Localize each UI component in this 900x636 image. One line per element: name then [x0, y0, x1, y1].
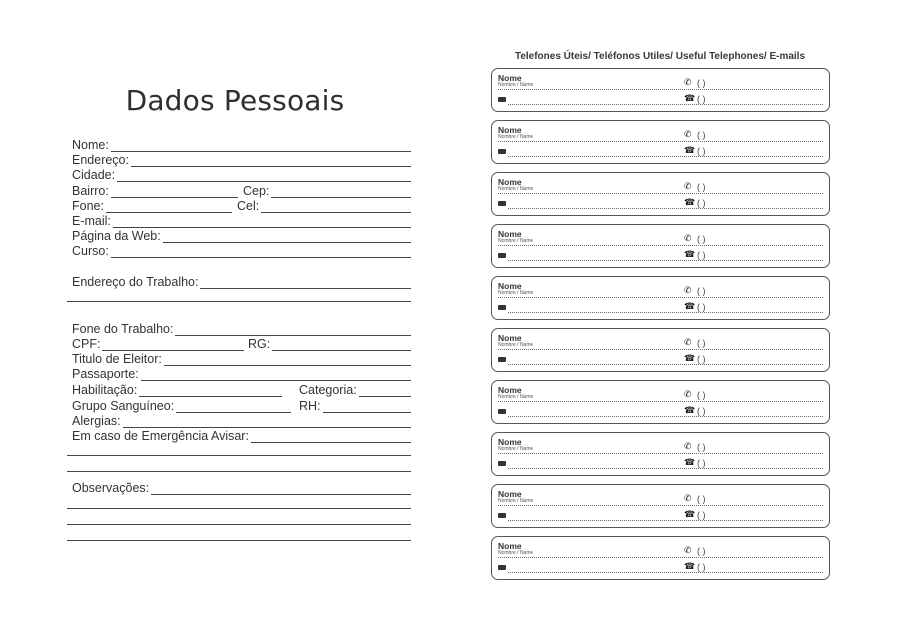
categoria-label: Categoria:: [299, 383, 357, 397]
bairro-label: Bairro:: [72, 184, 109, 198]
cpf-label: CPF:: [72, 337, 101, 351]
card-mobile-paren: ( ): [697, 494, 706, 504]
telephone-icon: ☎: [684, 145, 696, 155]
mobile-phone-icon: ✆: [684, 233, 692, 243]
contact-card: [491, 68, 830, 112]
telephone-icon: ☎: [684, 93, 696, 103]
blank-line: [67, 508, 411, 509]
mobile-phone-icon: ✆: [684, 337, 692, 347]
card-phone-paren: ( ): [697, 458, 706, 468]
card-email-line: [508, 156, 823, 157]
emergencia-label: Em caso de Emergência Avisar:: [72, 429, 249, 443]
cidade-row: [72, 168, 411, 182]
card-phone-paren: ( ): [697, 354, 706, 364]
card-name-line: [498, 141, 823, 142]
fone-cel-row: [72, 199, 411, 213]
card-name-sublabel: Nombre / Name: [498, 446, 534, 452]
card-name-label: Nome: [498, 229, 522, 239]
telephone-icon: ☎: [684, 197, 696, 207]
blank-line: [67, 540, 411, 541]
card-phone-paren: ( ): [697, 510, 706, 520]
card-name-line: [498, 193, 823, 194]
card-name-label: Nome: [498, 333, 522, 343]
card-name-label: Nome: [498, 177, 522, 187]
rh-label: RH:: [299, 399, 321, 413]
blank-line: [67, 471, 411, 472]
habilitacao-label: Habilitação:: [72, 383, 138, 397]
card-name-line: [498, 505, 823, 506]
alergias-row: [72, 414, 411, 428]
card-name-sublabel: Nombre / Name: [498, 550, 534, 556]
telephone-icon: ☎: [684, 405, 696, 415]
envelope-icon: [498, 357, 506, 362]
envelope-icon: [498, 305, 506, 310]
endereco-trabalho-row: [72, 275, 411, 289]
telephone-icon: ☎: [684, 301, 696, 311]
fone-trabalho-row: [72, 322, 411, 336]
email-label: E-mail:: [72, 214, 111, 228]
card-name-line: [498, 401, 823, 402]
telephone-icon: ☎: [684, 457, 696, 467]
habilitacao-categoria-row: [72, 383, 411, 397]
mobile-phone-icon: ✆: [684, 181, 692, 191]
card-name-sublabel: Nombre / Name: [498, 238, 534, 244]
card-name-sublabel: Nombre / Name: [498, 186, 534, 192]
card-phone-paren: ( ): [697, 250, 706, 260]
nome-label: Nome:: [72, 138, 109, 152]
telephone-icon: ☎: [684, 249, 696, 259]
pagina-label: Página da Web:: [72, 229, 161, 243]
curso-label: Curso:: [72, 244, 109, 258]
card-name-sublabel: Nombre / Name: [498, 134, 534, 140]
card-name-sublabel: Nombre / Name: [498, 342, 534, 348]
observacoes-label: Observações:: [72, 481, 150, 495]
mobile-phone-icon: ✆: [684, 493, 692, 503]
card-email-line: [508, 416, 823, 417]
curso-row: [72, 244, 411, 258]
mobile-phone-icon: ✆: [684, 77, 692, 87]
endereco-row: [72, 153, 411, 167]
endereco-label: Endereço:: [72, 153, 129, 167]
pagina-row: [72, 229, 411, 243]
card-mobile-paren: ( ): [697, 78, 706, 88]
envelope-icon: [498, 253, 506, 258]
contact-card: [491, 536, 830, 580]
telephones-title: Telefones Úteis/ Teléfonos Utiles/ Useful Telephones/ E-mails: [514, 51, 806, 62]
mobile-phone-icon: ✆: [684, 441, 692, 451]
fone-label: Fone:: [72, 199, 104, 213]
card-email-line: [508, 208, 823, 209]
endereco-trabalho-label: Endereço do Trabalho:: [72, 275, 199, 289]
mobile-phone-icon: ✆: [684, 545, 692, 555]
nome-row: [72, 138, 411, 152]
card-mobile-paren: ( ): [697, 234, 706, 244]
cep-label: Cep:: [243, 184, 270, 198]
envelope-icon: [498, 513, 506, 518]
card-mobile-paren: ( ): [697, 182, 706, 192]
envelope-icon: [498, 409, 506, 414]
telephone-icon: ☎: [684, 353, 696, 363]
card-name-line: [498, 557, 823, 558]
card-name-line: [498, 297, 823, 298]
blank-line: [67, 455, 411, 456]
cpf-rg-row: [72, 337, 411, 351]
card-email-line: [508, 572, 823, 573]
contact-card: [491, 276, 830, 320]
card-mobile-paren: ( ): [697, 390, 706, 400]
card-mobile-paren: ( ): [697, 130, 706, 140]
card-email-line: [508, 520, 823, 521]
envelope-icon: [498, 201, 506, 206]
blank-line: [67, 301, 411, 302]
card-name-label: Nome: [498, 73, 522, 83]
card-name-sublabel: Nombre / Name: [498, 498, 534, 504]
mobile-phone-icon: ✆: [684, 389, 692, 399]
envelope-icon: [498, 149, 506, 154]
cel-label: Cel:: [237, 199, 260, 213]
page-title: Dados Pessoais: [125, 84, 345, 117]
contact-card: [491, 380, 830, 424]
card-mobile-paren: ( ): [697, 286, 706, 296]
contact-card: [491, 120, 830, 164]
envelope-icon: [498, 461, 506, 466]
card-phone-paren: ( ): [697, 198, 706, 208]
email-row: [72, 214, 411, 228]
contact-card: [491, 484, 830, 528]
titulo-eleitor-label: Titulo de Eleitor:: [72, 352, 162, 366]
card-email-line: [508, 468, 823, 469]
card-mobile-paren: ( ): [697, 546, 706, 556]
mobile-phone-icon: ✆: [684, 129, 692, 139]
telephone-icon: ☎: [684, 509, 696, 519]
titulo-eleitor-row: [72, 352, 411, 366]
contact-card: [491, 224, 830, 268]
card-email-line: [508, 260, 823, 261]
contact-card: [491, 432, 830, 476]
emergencia-row: [72, 429, 411, 443]
card-name-label: Nome: [498, 541, 522, 551]
card-name-line: [498, 89, 823, 90]
cidade-label: Cidade:: [72, 168, 116, 182]
telephone-icon: ☎: [684, 561, 696, 571]
card-name-line: [498, 349, 823, 350]
alergias-label: Alergias:: [72, 414, 121, 428]
card-phone-paren: ( ): [697, 302, 706, 312]
card-name-sublabel: Nombre / Name: [498, 290, 534, 296]
rg-label: RG:: [248, 337, 271, 351]
card-phone-paren: ( ): [697, 562, 706, 572]
envelope-icon: [498, 97, 506, 102]
bairro-cep-row: [72, 184, 411, 198]
card-mobile-paren: ( ): [697, 442, 706, 452]
grupo-sanguineo-label: Grupo Sanguíneo:: [72, 399, 175, 413]
mobile-phone-icon: ✆: [684, 285, 692, 295]
grupo-sanguineo-rh-row: [72, 399, 411, 413]
card-name-label: Nome: [498, 281, 522, 291]
card-phone-paren: ( ): [697, 94, 706, 104]
fone-trabalho-label: Fone do Trabalho:: [72, 322, 174, 336]
card-name-sublabel: Nombre / Name: [498, 394, 534, 400]
envelope-icon: [498, 565, 506, 570]
passaporte-row: [72, 367, 411, 381]
card-name-line: [498, 453, 823, 454]
card-email-line: [508, 364, 823, 365]
card-name-label: Nome: [498, 437, 522, 447]
card-mobile-paren: ( ): [697, 338, 706, 348]
card-name-label: Nome: [498, 489, 522, 499]
card-email-line: [508, 104, 823, 105]
card-name-label: Nome: [498, 385, 522, 395]
contact-card: [491, 328, 830, 372]
card-phone-paren: ( ): [697, 146, 706, 156]
card-name-label: Nome: [498, 125, 522, 135]
contact-card: [491, 172, 830, 216]
observacoes-row: [72, 481, 411, 495]
blank-line: [67, 524, 411, 525]
passaporte-label: Passaporte:: [72, 367, 139, 381]
card-name-sublabel: Nombre / Name: [498, 82, 534, 88]
card-email-line: [508, 312, 823, 313]
card-name-line: [498, 245, 823, 246]
card-phone-paren: ( ): [697, 406, 706, 416]
